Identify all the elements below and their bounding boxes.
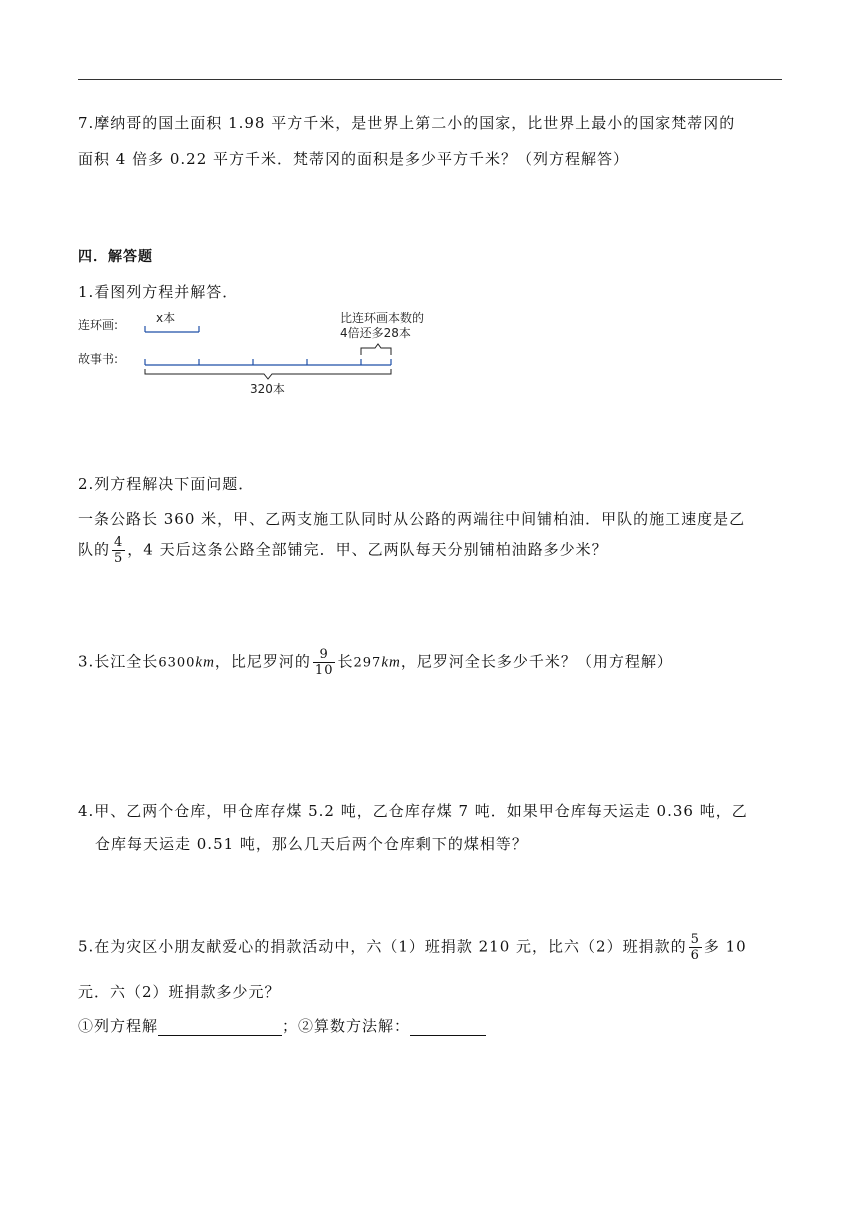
section-heading: 四．解答题 xyxy=(78,249,153,265)
line-segment-diagram xyxy=(78,307,425,399)
arithmetic-answer-blank[interactable] xyxy=(410,1019,486,1036)
total-brace xyxy=(145,369,391,379)
header-rule xyxy=(78,79,782,80)
fraction-9-10: $\frac{9}{10}$ xyxy=(314,647,334,678)
problem-5-answer-line: ①列方程解 ；②算数方法解： xyxy=(78,1015,486,1036)
equation-answer-blank[interactable] xyxy=(158,1019,282,1036)
problem-5-line-2: 元．六（2）班捐款多少元？ xyxy=(78,983,281,1001)
problem-1-title: 1.看图列方程并解答． xyxy=(78,283,239,301)
row2-label: 故事书: xyxy=(78,352,119,366)
extra-brace xyxy=(361,344,391,355)
p2-text-post: ，4 天后这条公路全部铺完．甲、乙两队每天分别铺柏油路多少米？ xyxy=(127,540,608,559)
fraction-4-5: $\frac{4}{5}$ xyxy=(114,535,124,566)
note-line-1: 比连环画本数的 xyxy=(340,311,425,325)
problem-2-line-2 xyxy=(78,535,608,566)
problem-5-line-1: 5.在为灾区小朋友献爱心的捐款活动中，六（1）班捐款 210 元，比六（2）班捐款的 $\frac{5}{6}$ 多 10 xyxy=(78,932,747,963)
p2-text-pre: 队的 xyxy=(78,540,111,559)
problem-4-line-1: 4.甲、乙两个仓库，甲仓库存煤 5.2 吨，乙仓库存煤 7 吨．如果甲仓库每天运走 0.36 吨，乙 xyxy=(78,802,748,820)
problem-2-title: 2.列方程解决下面问题． xyxy=(78,475,255,493)
problem-2-line-1: 一条公路长 360 米，甲、乙两支施工队同时从公路的两端往中间铺柏油．甲队的施工速度是乙 xyxy=(78,510,746,528)
problem-4-line-2: 仓库每天运走 0.51 吨，那么几天后两个仓库剩下的煤相等？ xyxy=(95,835,528,853)
note-line-2: 4倍还多28本 xyxy=(340,326,411,340)
q7-line-1: 7.摩纳哥的国土面积 1.98 平方千米，是世界上第二小的国家，比世界上最小的国家梵蒂冈的 xyxy=(78,114,736,132)
problem-3: 3.长江全长6300km，比尼罗河的 $\frac{9}{10}$ 长297km，尼罗河全长多少千米？（用方程解） xyxy=(78,647,673,678)
q7-line-2: 面积 4 倍多 0.22 平方千米．梵蒂冈的面积是多少平方千米？（列方程解答） xyxy=(78,150,630,168)
fraction-5-6: $\frac{5}{6}$ xyxy=(690,932,700,963)
row1-label: 连环画: xyxy=(78,318,119,332)
total-label: 320本 xyxy=(250,382,285,396)
row1-value: x本 xyxy=(156,311,176,325)
